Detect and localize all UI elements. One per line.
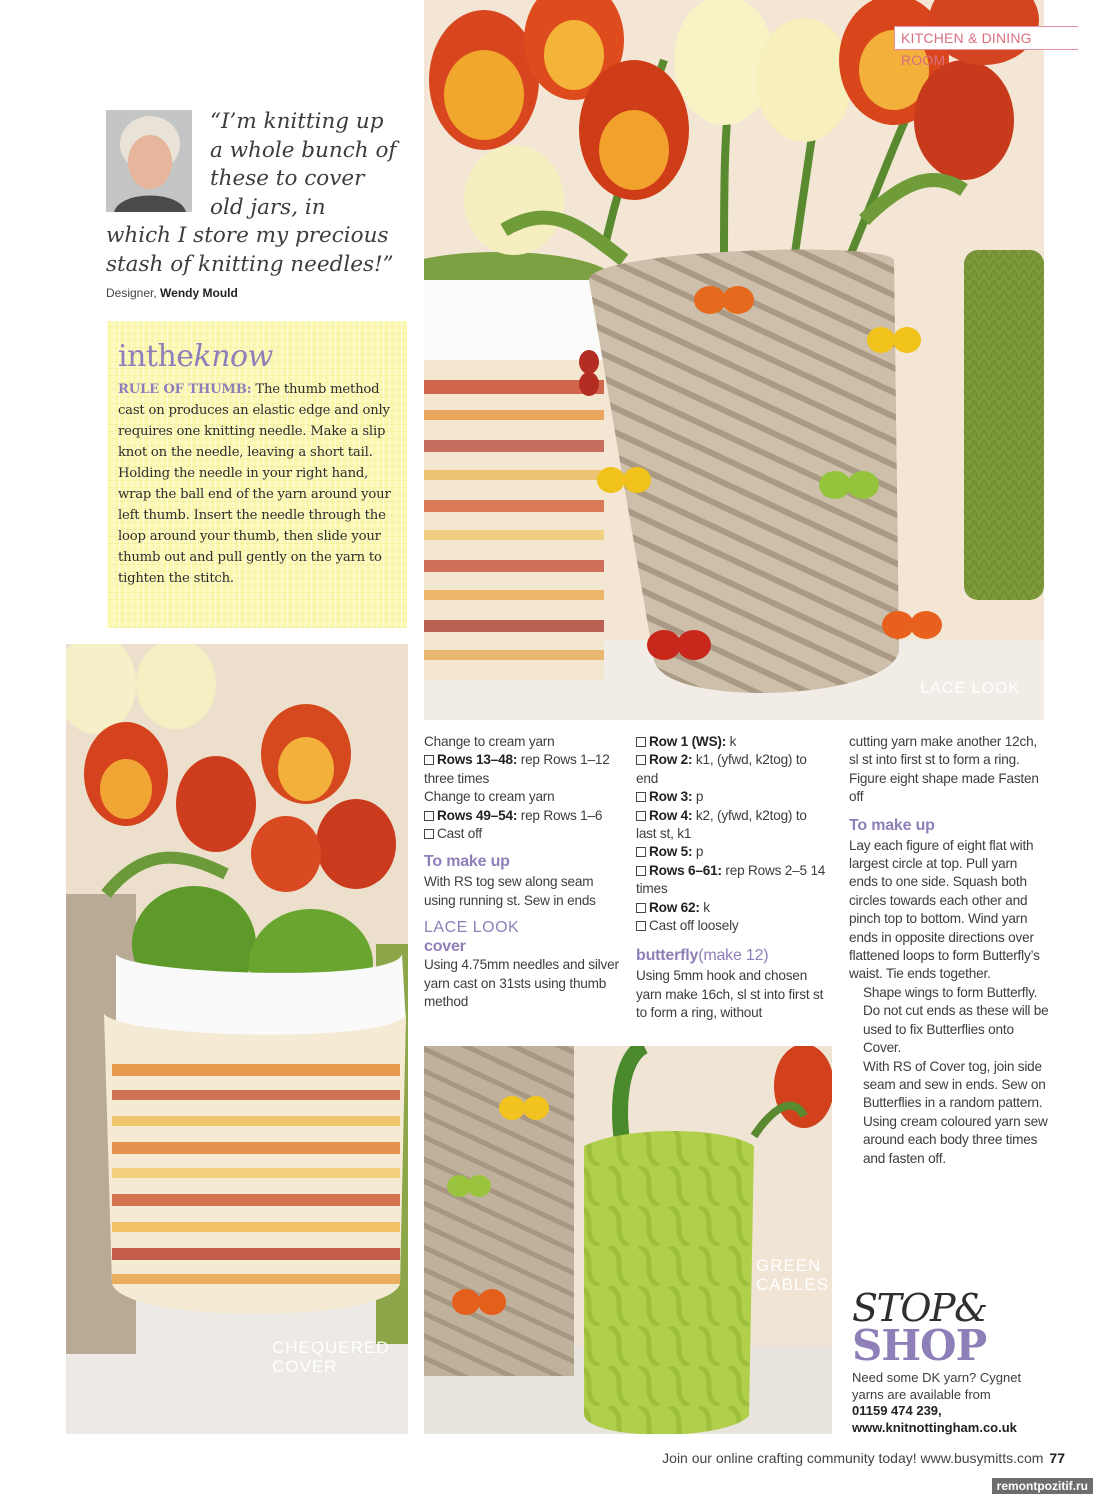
checkbox-icon: [636, 847, 646, 857]
heading-butterfly: [636, 945, 828, 967]
hero-illustration: [424, 0, 1044, 720]
checkbox-icon: [424, 829, 434, 839]
shop-text: [852, 1370, 1042, 1436]
paragraph: Using 5mm hook and chosen yarn make 16ch, sl st into first st to form a ring, without: [636, 968, 824, 1021]
row-label: Rows 49–54:: [437, 807, 518, 823]
instruction-line: [636, 862, 828, 899]
quote-line: stash of knitting needles!”: [106, 251, 394, 277]
heading-note: (make 12): [698, 947, 769, 965]
instruction-line: Change to cream yarn: [424, 734, 555, 749]
row-text: k2, (yfwd, k2tog) to last st, k1: [636, 807, 807, 842]
paragraph: cutting yarn make another 12ch, sl st into first st to form a ring. Figure eight shape made Fasten off: [849, 734, 1039, 805]
instruction-line: [636, 917, 828, 935]
paragraph: Lay each figure of eight flat with largest circle at top. Pull yarn ends to one side. Squash both circles towards each other and pinch top to bottom. Wind yarn ends in opposite directions over flattened loops to form Butterfly’s waist. Tie ends together.: [849, 837, 1040, 982]
instruction-line: [424, 825, 624, 843]
quote-line: a whole bunch of: [210, 137, 397, 163]
instruction-line: [636, 751, 828, 788]
heading-to-make-up: To make up: [424, 853, 510, 871]
shop-word: SHOP: [852, 1321, 987, 1370]
shop-description: Need some DK yarn? Cygnet yarns are available from: [852, 1370, 1022, 1402]
caption-green-cables: GREEN CABLES: [756, 1256, 830, 1294]
watermark: remontpozitif.ru: [992, 1478, 1093, 1494]
in-the-know-box: [107, 321, 407, 628]
checkbox-icon: [636, 921, 646, 931]
row-text: p: [692, 844, 704, 860]
run-head: RULE OF THUMB:: [118, 382, 252, 397]
instruction-line: [636, 899, 828, 917]
stop-word: STOP&: [852, 1286, 987, 1330]
row-text: k1, (yfwd, k2tog) to end: [636, 752, 807, 786]
designer-credit: [106, 286, 238, 300]
heading-lace-look: LACE LOOK: [424, 919, 520, 937]
quote-line: old jars, in: [210, 194, 326, 220]
footer-text: Join our online crafting community today! www.busymitts.com: [662, 1450, 1044, 1466]
green-cables-illustration: [424, 1046, 832, 1434]
photo-chequered-cover: [66, 644, 408, 1434]
chequered-illustration: [66, 644, 408, 1434]
instruction-line: [636, 788, 828, 806]
title-part-a: inthe: [118, 339, 194, 374]
instruction-line: three times: [424, 770, 490, 786]
page-footer: [662, 1450, 1065, 1466]
checkbox-icon: [636, 737, 646, 747]
row-label: Row 62:: [649, 899, 700, 915]
instruction-line: [636, 733, 828, 751]
checkbox-icon: [636, 755, 646, 765]
row-label: Rows 6–61:: [649, 862, 722, 878]
page-number: 77: [1049, 1450, 1065, 1466]
checkbox-icon: [636, 792, 646, 802]
paragraph: Shape wings to form Butterfly. Do not cut ends as these will be used to fix Butterflies onto Cover.: [863, 984, 1049, 1056]
row-text: rep Rows 1–12: [517, 752, 610, 768]
checkbox-icon: [636, 866, 646, 876]
section-tab: KITCHEN & DINING ROOM: [894, 26, 1078, 50]
paragraph: With RS of Cover tog, join side seam and sew in ends. Sew on Butterflies in a random pattern. Using cream coloured yarn sew around each body three times and fasten off.: [863, 1058, 1048, 1166]
caption-chequered-cover: CHEQUERED COVER: [272, 1338, 390, 1376]
pattern-column-1: [424, 733, 624, 1011]
row-label: Rows 13–48:: [437, 752, 518, 768]
shop-url[interactable]: www.knitnottingham.co.uk: [852, 1419, 1017, 1435]
row-label: Row 5:: [649, 844, 693, 860]
row-text: k: [699, 899, 710, 915]
heading-bold: butterfly: [636, 947, 699, 965]
row-label: Row 3:: [649, 789, 693, 805]
in-the-know-text: [118, 379, 397, 589]
instruction-line: [636, 807, 828, 844]
checkbox-icon: [424, 811, 434, 821]
row-text: k: [726, 734, 737, 749]
designer-name: Wendy Mould: [160, 286, 238, 300]
quote-line: which I store my precious: [106, 223, 389, 248]
pattern-column-2: [636, 733, 828, 1023]
row-label: Row 1 (WS):: [649, 734, 727, 749]
quote-line: these to cover: [210, 166, 365, 191]
row-text: rep Rows 2–5 14 times: [636, 862, 826, 897]
paragraph: With RS tog sew along seam using running st. Sew in ends: [424, 874, 596, 908]
photo-green-cables: [424, 1046, 832, 1434]
row-label: Row 4:: [649, 807, 693, 823]
checkbox-icon: [636, 811, 646, 821]
stop-and-shop-box: [852, 1286, 1042, 1436]
title-part-b: know: [193, 339, 273, 374]
shop-phone: 01159 474 239,: [852, 1403, 942, 1418]
tip-body: The thumb method cast on produces an elastic edge and only requires one knitting needle. Make a slip knot on the needle, leaving a short tail. Holding the needle in your right hand, wrap the ball end of the yarn around your left thumb. Insert the needle through the loop around your thumb, then slide your thumb out and pull gently on the yarn to tighten the stitch.: [118, 382, 391, 586]
pattern-column-3: [849, 733, 1049, 1168]
checkbox-icon: [424, 755, 434, 765]
checkbox-icon: [636, 903, 646, 913]
row-text: rep Rows 1–6: [517, 807, 603, 823]
chequered-stripes: [112, 1064, 400, 1284]
designer-prefix: Designer,: [106, 286, 157, 300]
instruction-line: Change to cream yarn: [424, 789, 555, 805]
instruction-line: [636, 843, 828, 861]
heading-cover: cover: [424, 938, 466, 956]
caption-lace-look: LACE LOOK: [920, 680, 1020, 697]
quote-line: “I’m knitting up: [210, 109, 384, 134]
paragraph: Using 4.75mm needles and silver yarn cast on 31sts using thumb method: [424, 957, 619, 1010]
row-text: p: [692, 789, 704, 805]
row-text: Cast off loosely: [649, 918, 739, 934]
hero-photo-lace-look-jar: [424, 0, 1044, 720]
row-text: Cast off: [437, 826, 482, 842]
in-the-know-title: [118, 339, 397, 375]
row-label: Row 2:: [649, 752, 693, 768]
designer-quote: [106, 108, 396, 279]
instruction-line: [424, 807, 624, 825]
heading-to-make-up: To make up: [849, 816, 935, 834]
instruction-line: [424, 751, 624, 769]
